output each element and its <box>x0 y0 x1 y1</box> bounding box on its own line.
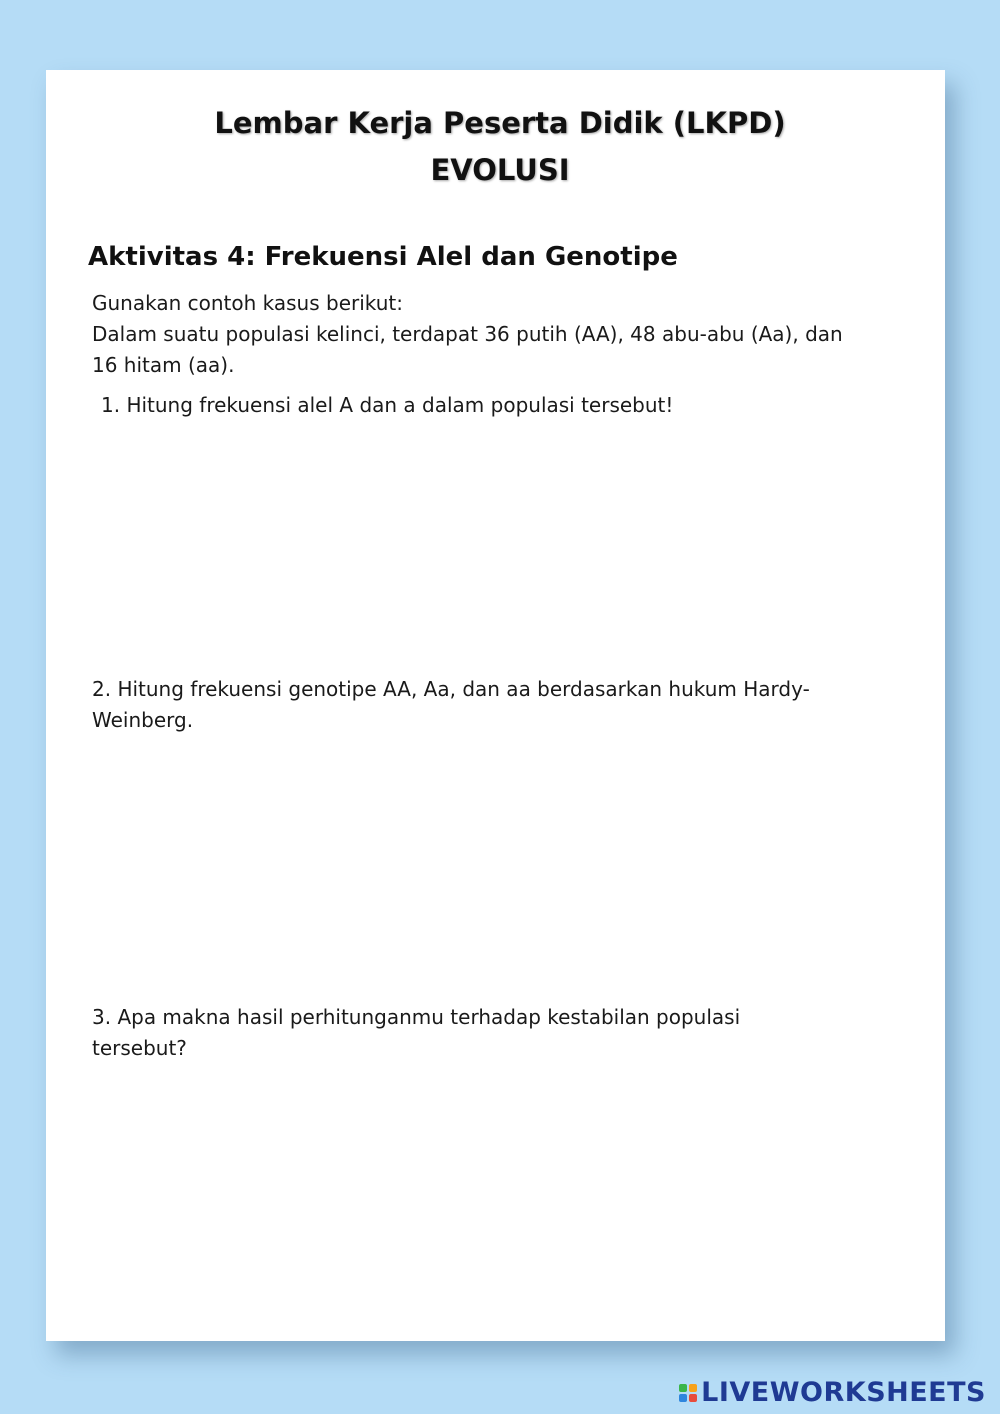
activity-heading: Aktivitas 4: Frekuensi Alel dan Genotipe <box>88 242 678 272</box>
answer-area-2[interactable] <box>92 745 852 985</box>
answer-area-3[interactable] <box>92 1075 852 1315</box>
question-2: 2. Hitung frekuensi genotipe AA, Aa, dan aa berdasarkan hukum Hardy-Weinberg. <box>92 677 810 732</box>
intro-line-2: Dalam suatu populasi kelinci, terdapat 36 putih (AA), 48 abu-abu (Aa), dan 16 hitam (aa). <box>92 322 843 377</box>
brand-name: LIVEWORKSHEETS <box>701 1377 986 1408</box>
answer-area-1[interactable] <box>92 430 852 660</box>
brand-grid-icon <box>679 1384 697 1402</box>
question-3: 3. Apa makna hasil perhitunganmu terhadap kestabilan populasi tersebut? <box>92 1005 741 1060</box>
intro-line-1: Gunakan contoh kasus berikut: <box>92 291 404 315</box>
intro-text <box>92 288 852 381</box>
question-1: 1. Hitung frekuensi alel A dan a dalam populasi tersebut! <box>101 393 674 417</box>
title-line-2: EVOLUSI <box>430 153 570 187</box>
liveworksheets-logo[interactable] <box>679 1377 986 1408</box>
title-line-1: Lembar Kerja Peserta Didik (LKPD) <box>214 106 786 140</box>
worksheet-title <box>0 100 1000 194</box>
